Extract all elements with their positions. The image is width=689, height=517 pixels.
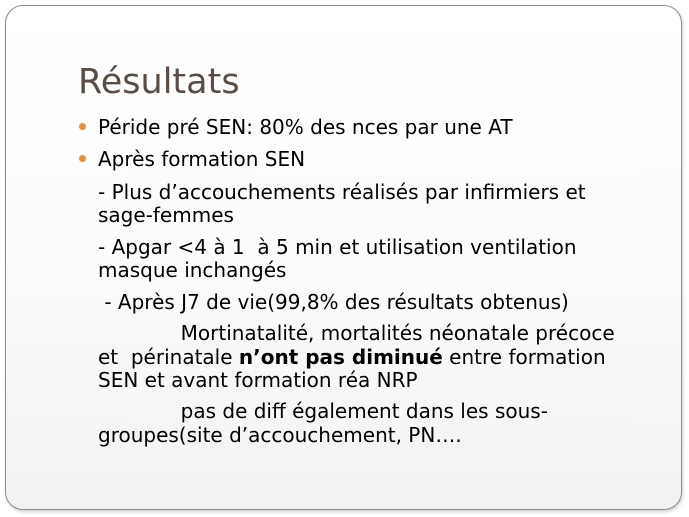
paragraph-4-line-3: SEN et avant formation réa NRP bbox=[98, 368, 418, 392]
slide-frame bbox=[5, 5, 682, 510]
bullet-item-2: Après formation SEN bbox=[98, 147, 306, 171]
paragraph-4-line-2-end: entre formation bbox=[442, 345, 606, 369]
slide-content bbox=[6, 6, 681, 509]
slide-title: Résultats bbox=[78, 62, 240, 102]
bullet-dot-icon bbox=[79, 123, 86, 130]
paragraph-2-line-2: masque inchangés bbox=[98, 258, 287, 282]
paragraph-1-line-2: sage-femmes bbox=[98, 203, 234, 227]
paragraph-4-line-2-start: et périnatale bbox=[98, 345, 239, 369]
paragraph-2-line-1: - Apgar <4 à 1 à 5 min et utilisation ventilation bbox=[98, 235, 577, 259]
paragraph-4-line-2 bbox=[98, 345, 606, 370]
paragraph-4-line-1: Mortinatalité, mortalités néonatale précoce bbox=[98, 321, 615, 345]
paragraph-5-line-1: pas de diff également dans les sous- bbox=[98, 399, 548, 423]
paragraph-3-line-1: - Après J7 de vie(99,8% des résultats obtenus) bbox=[98, 290, 569, 314]
bullet-dot-icon bbox=[79, 155, 86, 162]
emphasis-text: n’ont pas diminué bbox=[238, 345, 443, 369]
bullet-item-1: Péride pré SEN: 80% des nces par une AT bbox=[98, 115, 513, 139]
paragraph-5-line-2: groupes(site d’accouchement, PN…. bbox=[98, 423, 462, 447]
paragraph-1-line-1: - Plus d’accouchements réalisés par infirmiers et bbox=[98, 180, 586, 204]
